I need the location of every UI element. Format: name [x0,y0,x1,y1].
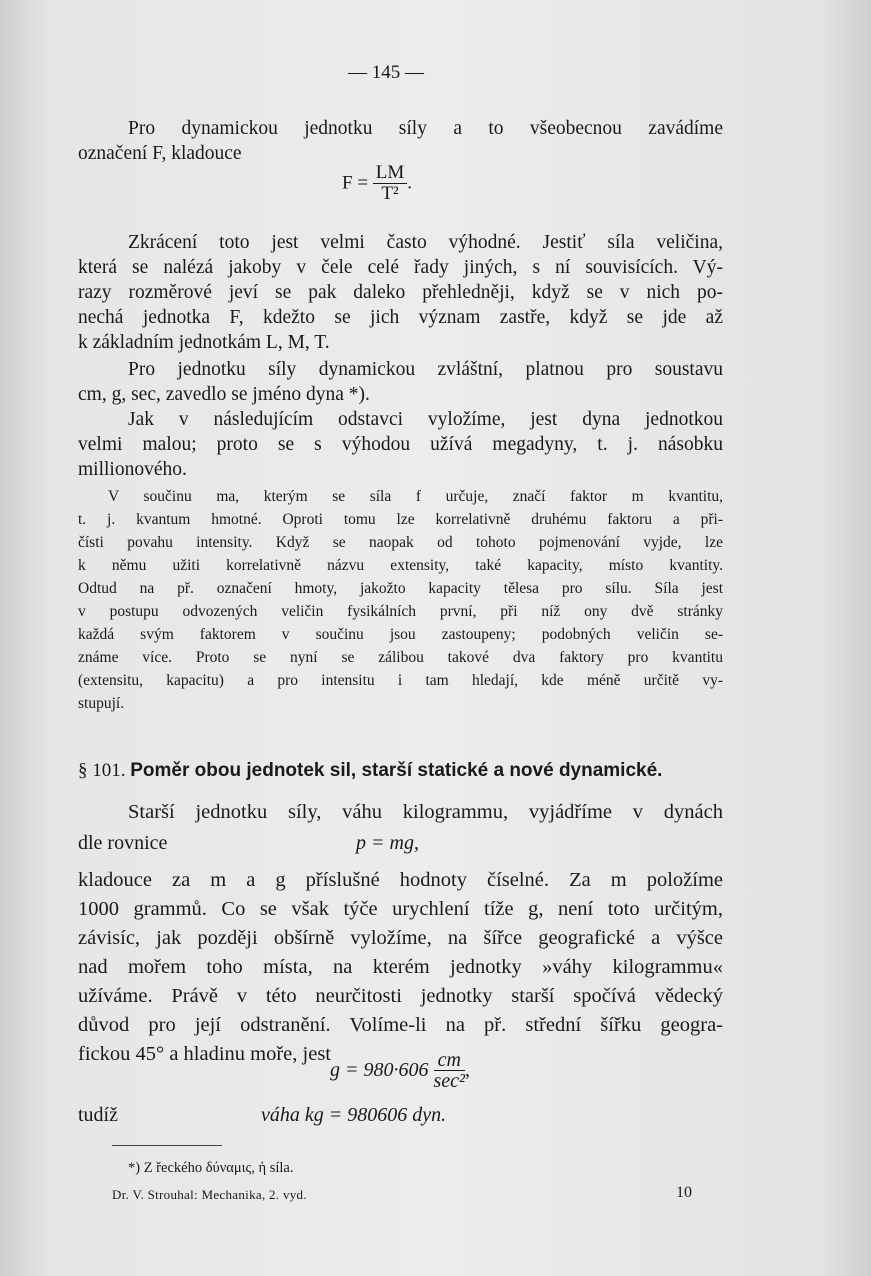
equation-label: dle rovnice [78,832,168,854]
text-line: millionového. [78,459,187,480]
paragraph-3 [78,357,723,407]
equation-row-3 [78,1104,723,1127]
text-line: čísti povahu intensity. Když se naopak od tohoto pojmenování vyjde, lze [78,534,723,551]
small-print-paragraph [78,485,723,715]
formula-fraction [373,163,408,204]
text-line: velmi malou; proto se s výhodou užívá megadyny, t. j. násobku [78,434,723,455]
text-line: závisíc, jak později obšírně vyložíme, na šířce geografické a výšce [78,927,723,949]
paragraph-2 [78,230,723,355]
text-line: Zkrácení toto jest velmi často výhodné. Jestiť síla veličina, [128,232,723,253]
formula-lhs: F = [342,172,369,194]
formula-force-unit [342,163,412,204]
text-line: nad mořem toho místa, na kterém jednotky »váhy kilogrammu« [78,956,723,978]
text-line: která se nalézá jakoby v čele celé řady jiných, s ní souvisících. Vý- [78,257,723,278]
paragraph-6 [78,866,723,1069]
text-line: Pro dynamickou jednotku síly a to všeobecnou zavádíme [128,118,723,139]
equation-end: , [465,1059,471,1081]
text-line: 1000 grammů. Co se však týče urychlení tíže g, není toto určitým, [78,898,723,920]
equation-p-mg: p = mg, [356,832,419,854]
text-line: razy rozměrové jeví se pak daleko přehledněji, když se v nich po- [78,282,723,303]
text-line: každá svým faktorem v součinu jsou zastoupeny; podobných veličin se- [78,626,723,643]
paragraph-1 [78,116,723,166]
formula-denominator: T² [381,183,399,204]
section-number: § 101. [78,760,126,781]
text-line: (extensitu, kapacitu) a pro intensitu i tam hledají, kde méně určitě vy- [78,672,723,689]
text-line: Jak v následujícím odstavci vyložíme, jest dyna jednotkou [128,409,723,430]
bottom-signature: Dr. V. Strouhal: Mechanika, 2. vyd. [112,1187,307,1202]
equation-weight-kg: váha kg = 980606 dyn. [261,1104,447,1126]
text-line: označení F, kladouce [78,143,242,164]
equation-denominator: sec² [433,1070,466,1092]
text-line: Starší jednotku síly, váhu kilogrammu, vyjádříme v dynách [128,801,723,823]
text-line: fickou 45° a hladinu moře, jest [78,1043,331,1065]
equation-label: tudíž [78,1104,118,1126]
text-line: nechá jednotka F, kdežto se jich význam zastře, když se jde až [78,307,723,328]
footnote: *) Z řeckého δύναμις, ἡ síla. [128,1160,294,1176]
footnote-divider [112,1145,222,1146]
equation-fraction [434,1050,466,1091]
equation-lhs: g = 980·606 [330,1059,429,1081]
text-line: známe více. Proto se nyní se zálibou takové dva faktory pro kvantitu [78,649,723,666]
text-line: užíváme. Právě v této neurčitosti jednotky starší spočívá vědecký [78,985,723,1007]
section-heading [78,760,662,782]
text-line: v postupu odvozených veličin fysikálních první, při níž ony dvě stránky [78,603,723,620]
text-line: k základním jednotkám L, M, T. [78,332,330,353]
formula-end: . [407,172,413,194]
paragraph-5 [78,798,723,827]
page-number: — 145 — [348,62,424,83]
text-line: cm, g, sec, zavedlo se jméno dyna *). [78,384,370,405]
text-line: t. j. kvantum hmotné. Oproti tomu lze korrelativně druhému faktoru a při- [78,511,723,528]
equation-row-1 [78,832,723,855]
text-line: k němu užiti korrelativně názvu extensity, také kapacity, místo kvantity. [78,557,723,574]
text-line: důvod pro její odstranění. Volíme-li na př. střední šířku geogra- [78,1014,723,1036]
equation-gravity [330,1050,470,1091]
text-line: Odtud na př. označení hmoty, jakožto kapacity tělesa pro sílu. Síla jest [78,580,723,597]
text-line: stupují. [78,695,125,712]
formula-numerator: LM [373,163,408,184]
equation-numerator: cm [434,1050,466,1071]
sheet-number: 10 [676,1184,692,1201]
section-title: Poměr obou jednotek sil, starší statické a nové dynamické. [130,760,663,781]
text-line: kladouce za m a g příslušné hodnoty číselné. Za m položíme [78,869,723,891]
paragraph-4 [78,407,723,482]
text-line: Pro jednotku síly dynamickou zvláštní, platnou pro soustavu [128,359,723,380]
text-line: V součinu ma, kterým se síla f určuje, značí faktor m kvantitu, [108,488,723,505]
